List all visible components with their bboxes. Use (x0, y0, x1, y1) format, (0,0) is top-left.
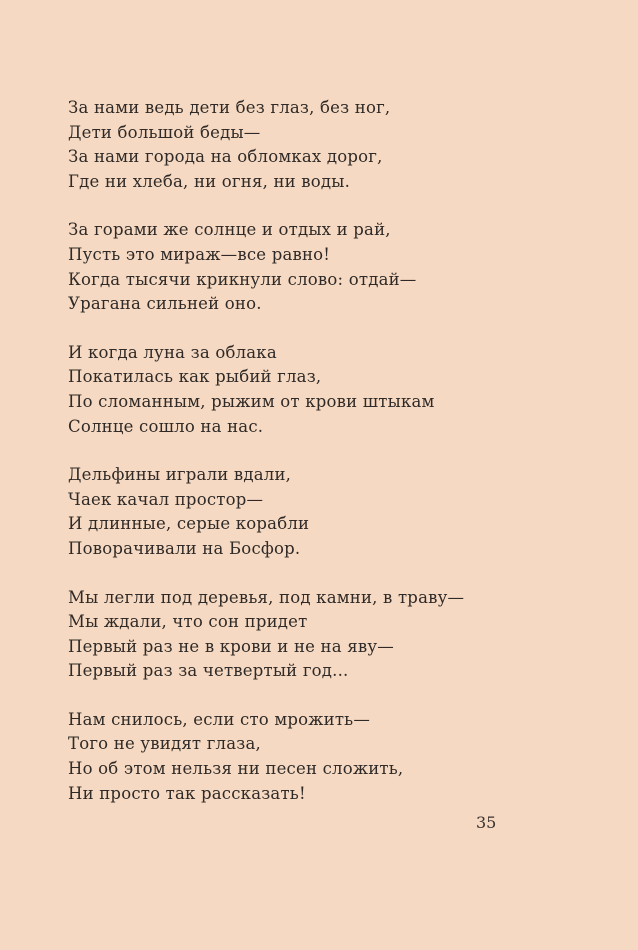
poem-line: Где ни хлеба, ни огня, ни воды. (68, 171, 351, 191)
stanza-5 (68, 586, 608, 684)
poem-line: Ни просто так рассказать! (68, 783, 306, 803)
poem-line: Нам снилось, если сто мрожить— (68, 709, 371, 729)
stanza-3 (68, 341, 608, 439)
poem-line: За нами ведь дети без глаз, без ног, (68, 98, 391, 117)
page-number: 35 (476, 813, 497, 832)
stanza-2 (68, 218, 608, 316)
poem-line: По сломанным, рыжим от крови штыкам (68, 391, 435, 411)
poem-line: За горами же солнце и отдых и рай, (68, 220, 391, 240)
poem-line: Дельфины играли вдали, (68, 465, 292, 485)
poem-line: Но об этом нельзя ни песен сложить, (68, 759, 404, 779)
poem-line: Первый раз за четвертый год... (68, 661, 349, 681)
poem-line: Чаек качал простор— (68, 489, 264, 509)
poem-line: Когда тысячи крикнули слово: отдай— (68, 269, 417, 289)
poem-line: Мы ждали, что сон придет (68, 612, 308, 632)
poem-line: И длинные, серые корабли (68, 514, 310, 534)
stanza-1 (68, 96, 608, 194)
stanza-4 (68, 463, 608, 561)
poem-line: Солнце сошло на нас. (68, 416, 264, 436)
poem-line: Первый раз не в крови и не на яву— (68, 636, 394, 656)
poem-line: За нами города на обломках дорог, (68, 147, 383, 167)
poem-line: Пусть это мираж—все равно! (68, 244, 331, 264)
poem-text (68, 96, 608, 830)
poem-line: Дети большой беды— (68, 122, 261, 142)
poem-line: Поворачивали на Босфор. (68, 538, 301, 558)
poem-line: И когда луна за облака (68, 342, 277, 362)
stanza-6 (68, 708, 608, 806)
poem-line: Покатилась как рыбий глаз, (68, 367, 322, 387)
poem-line: Урагана сильней оно. (68, 294, 262, 314)
poem-line: Того не увидят глаза, (68, 734, 261, 754)
poem-line: Мы легли под деревья, под камни, в траву— (68, 587, 465, 607)
